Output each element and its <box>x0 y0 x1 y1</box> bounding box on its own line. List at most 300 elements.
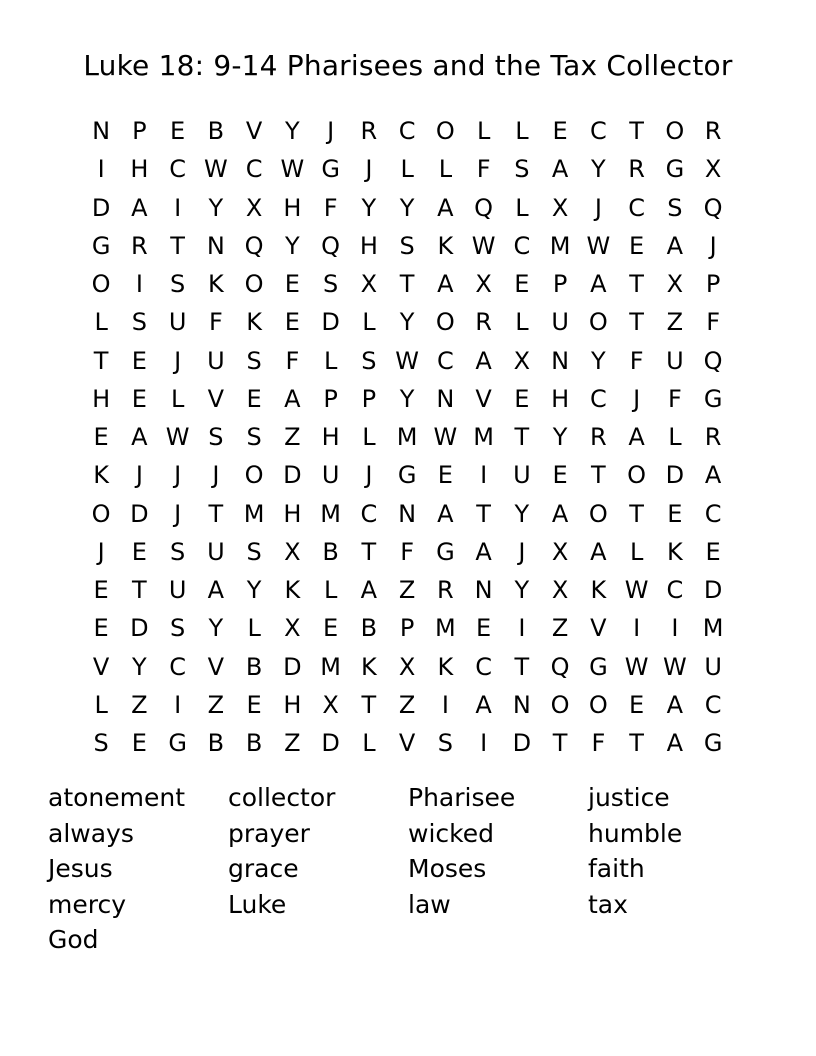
grid-letter: G <box>589 652 608 681</box>
grid-letter: T <box>629 729 644 757</box>
grid-letter: K <box>437 652 454 681</box>
grid-letter: T <box>476 499 491 528</box>
grid-letter: F <box>591 729 606 757</box>
grid-letter: Y <box>361 193 377 222</box>
grid-letter: S <box>323 270 339 298</box>
grid-letter: U <box>207 537 225 566</box>
grid-letter: E <box>246 384 262 413</box>
grid-letter: L <box>476 117 491 145</box>
grid-letter: T <box>591 461 606 490</box>
grid-letter: X <box>513 346 531 375</box>
grid-letter: F <box>476 155 491 184</box>
grid-letter: Q <box>703 346 723 375</box>
grid-letter: E <box>284 270 300 298</box>
grid-letter: W <box>471 231 496 260</box>
grid-letter: M <box>702 614 724 643</box>
grid-letter: T <box>629 308 644 337</box>
grid-letter: Y <box>246 576 262 604</box>
grid-letter: V <box>207 384 225 413</box>
grid-letter: A <box>628 423 645 451</box>
grid-letter: O <box>435 117 455 145</box>
grid-letter: I <box>480 461 488 490</box>
grid-letter: E <box>93 423 109 451</box>
grid-letter: Z <box>551 614 569 643</box>
grid-letter: Q <box>703 193 723 222</box>
grid-letter: Z <box>284 729 301 757</box>
grid-letter: J <box>327 117 335 145</box>
grid-letter: E <box>705 537 721 566</box>
grid-letter: S <box>246 346 262 375</box>
grid-letter: Y <box>285 231 300 260</box>
grid-letter: L <box>323 576 338 604</box>
grid-letter: R <box>360 117 378 145</box>
grid-letter: L <box>668 423 682 451</box>
grid-letter: E <box>323 614 339 643</box>
grid-letter: L <box>362 729 376 757</box>
grid-letter: A <box>284 384 301 413</box>
grid-letter: Z <box>131 690 148 719</box>
grid-letter: X <box>245 193 263 222</box>
grid-letter: I <box>633 614 641 643</box>
grid-letter: P <box>552 270 568 298</box>
grid-letter: T <box>629 499 644 528</box>
grid-letter: V <box>92 652 110 681</box>
grid-letter: L <box>515 193 529 222</box>
grid-letter: H <box>92 384 111 413</box>
grid-letter: J <box>594 193 602 222</box>
grid-letter: E <box>246 690 262 719</box>
grid-letter: R <box>704 117 722 145</box>
grid-letter: E <box>629 690 645 719</box>
grid-letter: F <box>285 346 300 375</box>
grid-letter: C <box>398 117 416 145</box>
grid-letter: O <box>244 270 264 298</box>
grid-letter: S <box>246 537 262 566</box>
grid-letter: U <box>321 461 340 490</box>
grid-letter: Q <box>244 231 264 260</box>
grid-letter: Y <box>399 384 415 413</box>
grid-letter: M <box>435 614 456 643</box>
grid-letter: E <box>514 384 530 413</box>
grid-letter: M <box>396 423 418 451</box>
grid-letter: L <box>515 117 529 145</box>
grid-letter: T <box>399 270 415 298</box>
grid-letter: F <box>400 537 415 566</box>
grid-letter: A <box>207 576 225 604</box>
grid-letter: P <box>705 270 721 298</box>
word-list-item: collector <box>228 783 336 812</box>
grid-letter: S <box>667 193 683 222</box>
grid-letter: C <box>436 346 454 375</box>
grid-letter: A <box>590 537 607 566</box>
word-list-item: atonement <box>48 783 186 812</box>
grid-letter: J <box>174 499 182 528</box>
grid-letter: S <box>514 155 530 184</box>
grid-letter: Y <box>399 308 415 337</box>
grid-letter: Y <box>514 499 530 528</box>
grid-letter: E <box>552 117 568 145</box>
grid-letter: Q <box>321 231 341 260</box>
grid-letter: V <box>590 614 607 643</box>
grid-letter: L <box>629 537 644 566</box>
grid-letter: D <box>512 729 532 757</box>
grid-letter: U <box>207 346 225 375</box>
grid-letter: A <box>437 193 454 222</box>
grid-letter: C <box>589 384 607 413</box>
grid-letter: Y <box>591 155 606 184</box>
grid-letter: R <box>628 155 645 184</box>
grid-letter: A <box>704 461 722 490</box>
grid-letter: A <box>666 231 684 260</box>
grid-letter: O <box>91 270 111 298</box>
grid-letter: P <box>132 117 147 145</box>
grid-letter: Y <box>552 423 568 451</box>
grid-letter: D <box>130 614 149 643</box>
grid-letter: L <box>94 308 108 337</box>
grid-letter: B <box>360 614 378 643</box>
grid-letter: L <box>170 384 185 413</box>
grid-letter: B <box>322 537 339 566</box>
grid-letter: P <box>323 384 338 413</box>
word-search-grid <box>82 112 732 762</box>
grid-letter: A <box>475 346 492 375</box>
word-list-item: justice <box>588 783 670 812</box>
grid-letter: J <box>365 461 373 490</box>
grid-letter: A <box>551 499 569 528</box>
grid-letter: F <box>629 346 644 375</box>
grid-letter: K <box>437 231 454 260</box>
grid-letter: A <box>360 576 378 604</box>
word-list-item: prayer <box>228 818 310 848</box>
grid-letter: D <box>665 461 685 490</box>
grid-letter: O <box>588 499 608 528</box>
grid-letter: E <box>131 384 147 413</box>
grid-letter: T <box>361 537 377 566</box>
grid-letter: K <box>361 652 377 681</box>
grid-letter: G <box>665 155 685 184</box>
grid-letter: N <box>474 576 493 604</box>
grid-letter: D <box>130 499 149 528</box>
grid-letter: E <box>284 308 300 337</box>
grid-letter: P <box>361 384 377 413</box>
grid-letter: G <box>703 729 723 757</box>
grid-letter: U <box>168 576 187 604</box>
grid-letter: T <box>552 729 568 757</box>
grid-letter: R <box>437 576 454 604</box>
grid-letter: G <box>91 231 111 260</box>
grid-letter: U <box>513 461 531 490</box>
grid-letter: I <box>671 614 679 643</box>
grid-letter: W <box>395 346 419 375</box>
grid-letter: M <box>243 499 265 528</box>
grid-letter: I <box>441 690 449 719</box>
grid-letter: S <box>170 537 186 566</box>
grid-letter: L <box>362 308 376 337</box>
grid-letter: K <box>208 270 224 298</box>
grid-letter: X <box>704 155 722 184</box>
grid-letter: W <box>586 231 611 260</box>
grid-letter: K <box>284 576 301 604</box>
grid-letter: H <box>283 193 302 222</box>
grid-letter: I <box>174 193 182 222</box>
grid-letter: T <box>93 346 109 375</box>
grid-letter: L <box>362 423 376 451</box>
grid-letter: E <box>131 346 147 375</box>
grid-letter: B <box>207 729 225 757</box>
grid-letter: U <box>168 308 187 337</box>
grid-letter: H <box>283 690 302 719</box>
grid-letter: H <box>283 499 302 528</box>
grid-letter: H <box>551 384 570 413</box>
grid-letter: X <box>475 270 492 298</box>
grid-letter: C <box>245 155 263 184</box>
word-list-item: mercy <box>48 889 127 919</box>
grid-letter: U <box>666 346 684 375</box>
word-list-item: God <box>48 925 99 954</box>
grid-letter: D <box>91 193 111 222</box>
grid-letter: L <box>94 690 108 719</box>
grid-letter: D <box>321 308 340 337</box>
grid-letter: V <box>207 652 225 681</box>
grid-letter: W <box>433 423 458 451</box>
grid-letter: Z <box>398 690 416 719</box>
grid-letter: V <box>475 384 492 413</box>
grid-letter: I <box>97 155 105 184</box>
grid-letter: S <box>131 308 147 337</box>
grid-letter: K <box>590 576 607 604</box>
grid-letter: F <box>667 384 682 413</box>
grid-letter: C <box>628 193 645 222</box>
grid-letter: M <box>320 652 341 681</box>
grid-letter: K <box>667 537 683 566</box>
word-list-item: humble <box>588 818 683 848</box>
grid-letter: X <box>551 537 569 566</box>
grid-letter: B <box>245 729 263 757</box>
grid-letter: M <box>549 231 571 260</box>
grid-letter: G <box>168 729 187 757</box>
grid-letter: V <box>245 117 263 145</box>
grid-letter: A <box>131 193 148 222</box>
grid-letter: D <box>321 729 340 757</box>
grid-letter: S <box>246 423 262 451</box>
grid-letter: J <box>135 461 143 490</box>
grid-letter: X <box>666 270 684 298</box>
grid-letter: Z <box>284 423 301 451</box>
grid-letter: R <box>704 423 722 451</box>
grid-letter: Z <box>398 576 416 604</box>
page-title: Luke 18: 9-14 Pharisees and the Tax Collector <box>83 49 733 82</box>
grid-letter: V <box>398 729 416 757</box>
grid-letter: T <box>514 423 530 451</box>
grid-letter: A <box>437 499 454 528</box>
grid-letter: O <box>435 308 455 337</box>
grid-letter: B <box>245 652 263 681</box>
grid-letter: A <box>475 537 492 566</box>
grid-letter: S <box>93 729 109 757</box>
grid-letter: N <box>92 117 111 145</box>
grid-letter: X <box>284 614 301 643</box>
grid-letter: K <box>93 461 109 490</box>
grid-letter: H <box>359 231 378 260</box>
grid-letter: Y <box>208 193 224 222</box>
grid-letter: Z <box>666 308 684 337</box>
grid-letter: E <box>437 461 453 490</box>
grid-letter: D <box>283 652 302 681</box>
grid-letter: X <box>551 193 569 222</box>
grid-letter: Q <box>474 193 494 222</box>
grid-letter: K <box>246 308 262 337</box>
word-list-item: wicked <box>408 818 494 848</box>
grid-letter: I <box>480 729 488 757</box>
grid-letter: C <box>169 652 186 681</box>
grid-letter: C <box>513 231 531 260</box>
grid-letter: I <box>174 690 182 719</box>
grid-letter: L <box>438 155 453 184</box>
grid-letter: R <box>590 423 607 451</box>
grid-letter: O <box>627 461 647 490</box>
grid-letter: J <box>365 155 373 184</box>
grid-letter: T <box>629 270 644 298</box>
grid-letter: L <box>247 614 261 643</box>
grid-letter: O <box>550 690 570 719</box>
grid-letter: S <box>170 614 186 643</box>
grid-letter: X <box>551 576 569 604</box>
grid-letter: I <box>518 614 526 643</box>
grid-letter: C <box>704 499 722 528</box>
grid-letter: L <box>515 308 529 337</box>
grid-letter: T <box>361 690 377 719</box>
grid-letter: G <box>397 461 417 490</box>
grid-letter: Y <box>208 614 224 643</box>
word-list-item: faith <box>588 854 645 883</box>
grid-letter: O <box>588 308 608 337</box>
grid-letter: F <box>208 308 223 337</box>
word-list-item: Pharisee <box>408 783 516 812</box>
grid-letter: N <box>436 384 455 413</box>
grid-letter: A <box>475 690 492 719</box>
word-list-item: Jesus <box>48 854 113 883</box>
grid-letter: S <box>208 423 224 451</box>
grid-letter: N <box>551 346 570 375</box>
grid-letter: O <box>244 461 264 490</box>
grid-letter: X <box>398 652 416 681</box>
grid-letter: J <box>709 231 717 260</box>
grid-letter: G <box>436 537 455 566</box>
grid-letter: E <box>476 614 492 643</box>
grid-letter: W <box>204 155 228 184</box>
grid-letter: N <box>512 690 531 719</box>
grid-letter: A <box>666 690 684 719</box>
grid-letter: P <box>399 614 415 643</box>
grid-letter: Y <box>514 576 530 604</box>
grid-letter: C <box>666 576 684 604</box>
grid-letter: J <box>174 346 182 375</box>
grid-letter: A <box>131 423 148 451</box>
grid-letter: C <box>475 652 492 681</box>
grid-letter: S <box>399 231 415 260</box>
grid-letter: T <box>208 499 224 528</box>
grid-letter: E <box>629 231 645 260</box>
grid-letter: J <box>97 537 105 566</box>
grid-letter: E <box>93 614 109 643</box>
grid-letter: C <box>360 499 378 528</box>
grid-letter: O <box>91 499 111 528</box>
grid-letter: T <box>629 117 644 145</box>
grid-letter: L <box>323 346 338 375</box>
grid-letter: C <box>704 690 722 719</box>
grid-letter: X <box>322 690 339 719</box>
grid-letter: D <box>703 576 723 604</box>
grid-letter: O <box>665 117 685 145</box>
grid-letter: R <box>131 231 148 260</box>
grid-letter: S <box>437 729 453 757</box>
grid-letter: N <box>206 231 225 260</box>
grid-letter: I <box>135 270 143 298</box>
grid-letter: E <box>131 537 147 566</box>
grid-letter: Y <box>285 117 300 145</box>
grid-letter: W <box>624 576 649 604</box>
grid-letter: N <box>398 499 417 528</box>
grid-letter: E <box>514 270 530 298</box>
grid-letter: Y <box>132 652 147 681</box>
word-list-item: grace <box>228 854 299 883</box>
grid-letter: T <box>514 652 530 681</box>
grid-letter: W <box>663 652 687 681</box>
grid-letter: G <box>703 384 723 413</box>
grid-letter: E <box>170 117 186 145</box>
grid-letter: M <box>320 499 341 528</box>
grid-letter: O <box>588 690 608 719</box>
grid-letter: E <box>93 576 109 604</box>
grid-letter: Y <box>399 193 415 222</box>
grid-letter: W <box>624 652 649 681</box>
grid-letter: G <box>321 155 340 184</box>
grid-letter: L <box>400 155 414 184</box>
word-list-item: Luke <box>228 889 287 919</box>
grid-letter: D <box>283 461 302 490</box>
grid-letter: X <box>284 537 301 566</box>
grid-letter: F <box>323 193 338 222</box>
grid-letter: E <box>552 461 568 490</box>
grid-letter: Z <box>207 690 225 719</box>
grid-letter: F <box>706 308 721 337</box>
grid-letter: T <box>132 576 147 604</box>
grid-letter: T <box>170 231 185 260</box>
grid-letter: W <box>280 155 305 184</box>
grid-letter: E <box>131 729 147 757</box>
grid-letter: H <box>130 155 149 184</box>
grid-letter: A <box>666 729 684 757</box>
grid-letter: U <box>704 652 722 681</box>
grid-letter: J <box>212 461 220 490</box>
grid-letter: E <box>667 499 683 528</box>
grid-letter: C <box>169 155 186 184</box>
grid-letter: R <box>475 308 492 337</box>
grid-letter: M <box>473 423 494 451</box>
grid-letter: A <box>590 270 607 298</box>
grid-letter: S <box>170 270 186 298</box>
grid-letter: B <box>207 117 225 145</box>
grid-letter: J <box>174 461 182 490</box>
grid-letter: U <box>551 308 569 337</box>
grid-letter: S <box>361 346 377 375</box>
grid-letter: C <box>589 117 607 145</box>
grid-letter: H <box>321 423 340 451</box>
grid-letter: Y <box>591 346 606 375</box>
grid-letter: A <box>551 155 569 184</box>
grid-letter: Q <box>550 652 570 681</box>
grid-letter: X <box>360 270 378 298</box>
